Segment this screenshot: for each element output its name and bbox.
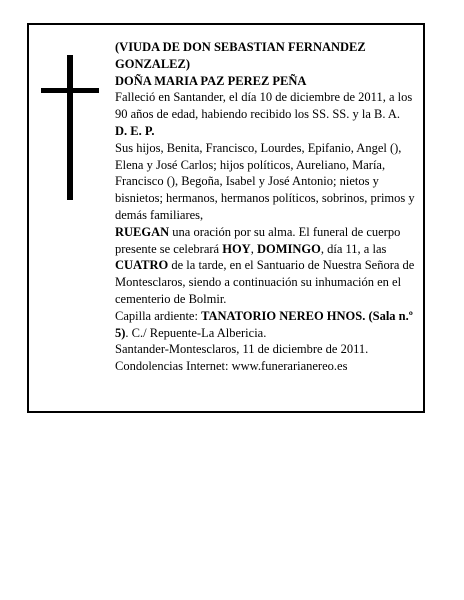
condolences-line: Condolencias Internet: www.funerarianereo.es xyxy=(115,359,348,374)
notice-text xyxy=(115,39,419,375)
chapel-address: . C./ Repuente-La Albericia. xyxy=(125,325,267,340)
deceased-name: DOÑA MARIA PAZ PEREZ PEÑA xyxy=(115,73,307,88)
ruegan-word: RUEGAN xyxy=(115,224,170,239)
chapel-paragraph xyxy=(115,308,419,342)
place-date-line: Santander-Montesclaros, 11 de diciembre de 2011. xyxy=(115,342,369,357)
widow-of-line: (VIUDA DE DON SEBASTIAN FERNANDEZ GONZALEZ) xyxy=(115,40,366,71)
obituary-notice xyxy=(27,23,425,413)
funeral-text-2: , día 11, a las xyxy=(320,241,387,256)
cross-vertical-bar xyxy=(67,55,73,200)
comma-separator: , xyxy=(250,241,257,256)
chapel-label: Capilla ardiente: xyxy=(115,308,202,323)
funeral-paragraph xyxy=(115,224,419,308)
hoy-word: HOY xyxy=(222,241,251,256)
domingo-word: DOMINGO xyxy=(256,241,321,256)
chapel-name: TANATORIO NEREO HNOS. (Sala n.º 5) xyxy=(115,308,413,340)
funeral-text-3: de la tarde, en el Santuario de Nuestra Señora de Montesclaros, siendo a continuación su inhumación en el cementerio de Bolmir. xyxy=(115,258,415,306)
family-paragraph: Sus hijos, Benita, Francisco, Lourdes, Epifanio, Angel (), Elena y José Carlos; hijos políticos, Aureliano, María, Francisco (), Begoña, Isabel y José Antonio; nietos y bisnietos; hermanos, hermanos políticos, sobrinos, primos y demás familiares, xyxy=(115,140,415,222)
dep-line: D. E. P. xyxy=(115,123,155,138)
funeral-text-1: una oración por su alma. El funeral de cuerpo presente se celebrará xyxy=(115,224,401,256)
cuatro-word: CUATRO xyxy=(115,258,169,273)
cross-horizontal-bar xyxy=(41,88,99,93)
death-paragraph: Falleció en Santander, el día 10 de diciembre de 2011, a los 90 años de edad, habiendo recibido los SS. SS. y la B. A. xyxy=(115,90,413,122)
